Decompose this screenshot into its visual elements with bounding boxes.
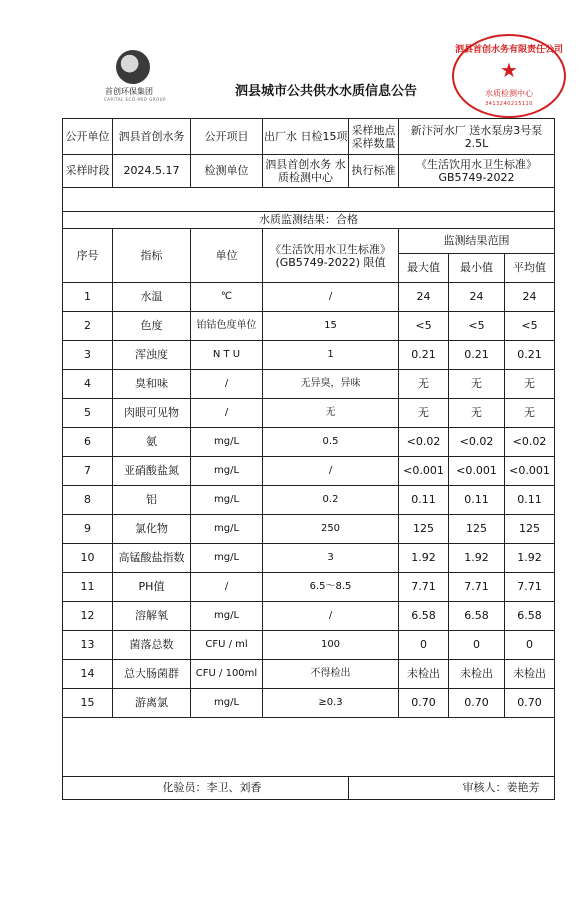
row-unit: mg/L: [191, 457, 263, 486]
row-min: 0.70: [449, 689, 505, 718]
row-no: 1: [63, 283, 113, 312]
row-avg: <0.001: [505, 457, 555, 486]
row-avg: 0.70: [505, 689, 555, 718]
star-icon: ★: [500, 58, 518, 82]
row-limit: 3: [263, 544, 399, 573]
row-min: <5: [449, 312, 505, 341]
table-row: [63, 515, 555, 544]
site-value: 新汴河水厂 送水泵房3号泵: [410, 123, 543, 137]
table-row: [63, 399, 555, 428]
row-indicator: 臭和味: [113, 370, 191, 399]
row-limit: 0.5: [263, 428, 399, 457]
info-row-1: [63, 119, 555, 155]
row-unit: ℃: [191, 283, 263, 312]
row-avg: 24: [505, 283, 555, 312]
row-unit: mg/L: [191, 428, 263, 457]
std-label: 执行标准: [349, 155, 399, 188]
row-min: 0.21: [449, 341, 505, 370]
row-max: 0.21: [399, 341, 449, 370]
lab-label: 检测单位: [191, 155, 263, 188]
row-no: 13: [63, 631, 113, 660]
row-indicator: 氯化物: [113, 515, 191, 544]
row-min: 0.11: [449, 486, 505, 515]
row-no: 3: [63, 341, 113, 370]
row-limit: /: [263, 457, 399, 486]
row-unit: mg/L: [191, 544, 263, 573]
row-indicator: 总大肠菌群: [113, 660, 191, 689]
row-limit: 15: [263, 312, 399, 341]
row-unit: mg/L: [191, 689, 263, 718]
time-label: 采样时段: [63, 155, 113, 188]
header-avg: 平均值: [505, 254, 555, 283]
signature-row: [63, 777, 555, 800]
row-no: 7: [63, 457, 113, 486]
row-min: <0.02: [449, 428, 505, 457]
row-avg: <0.02: [505, 428, 555, 457]
qty-value: 2.5L: [464, 136, 489, 150]
document-title: 泗县城市公共供水水质信息公告: [235, 84, 418, 99]
row-unit: /: [191, 370, 263, 399]
row-limit: /: [263, 602, 399, 631]
row-limit: 不得检出: [263, 660, 399, 689]
header-min: 最小值: [449, 254, 505, 283]
official-seal: [452, 34, 566, 118]
seal-code: 3413240215110: [485, 101, 533, 107]
row-max: <5: [399, 312, 449, 341]
reviewer-signature: 审核人：姜艳芳: [349, 777, 555, 800]
row-min: 无: [449, 370, 505, 399]
row-avg: 1.92: [505, 544, 555, 573]
row-unit: CFU / ml: [191, 631, 263, 660]
site-qty-labels: [349, 119, 399, 155]
table-row: [63, 660, 555, 689]
table-row: [63, 341, 555, 370]
row-avg: 6.58: [505, 602, 555, 631]
table-row: [63, 370, 555, 399]
result-row: [63, 212, 555, 229]
row-max: <0.001: [399, 457, 449, 486]
row-min: 24: [449, 283, 505, 312]
row-limit: ≥0.3: [263, 689, 399, 718]
row-indicator: 肉眼可见物: [113, 399, 191, 428]
table-row: [63, 689, 555, 718]
table-row: [63, 544, 555, 573]
info-row-2: [63, 155, 555, 188]
site-qty-values: [399, 119, 555, 155]
row-min: <0.001: [449, 457, 505, 486]
row-max: 无: [399, 370, 449, 399]
lab-value: 泗县首创水务 水质检测中心: [263, 155, 349, 188]
row-max: 0: [399, 631, 449, 660]
table-row: [63, 573, 555, 602]
header-row-1: [63, 229, 555, 254]
row-indicator: 游离氯: [113, 689, 191, 718]
item-label: 公开项目: [191, 119, 263, 155]
row-unit: N T U: [191, 341, 263, 370]
table-row: [63, 312, 555, 341]
row-limit: 250: [263, 515, 399, 544]
row-avg: 7.71: [505, 573, 555, 602]
row-max: 7.71: [399, 573, 449, 602]
row-indicator: 浑浊度: [113, 341, 191, 370]
table-row: [63, 428, 555, 457]
row-limit: 6.5～8.5: [263, 573, 399, 602]
row-unit: mg/L: [191, 602, 263, 631]
row-indicator: 铝: [113, 486, 191, 515]
row-no: 14: [63, 660, 113, 689]
qty-label: 采样数量: [351, 136, 396, 150]
row-no: 5: [63, 399, 113, 428]
row-no: 4: [63, 370, 113, 399]
row-no: 12: [63, 602, 113, 631]
row-limit: /: [263, 283, 399, 312]
row-min: 1.92: [449, 544, 505, 573]
row-max: 未检出: [399, 660, 449, 689]
item-value: 出厂水 日检15项: [263, 119, 349, 155]
tester-signature: 化验员：李卫、刘香: [63, 777, 349, 800]
row-no: 9: [63, 515, 113, 544]
row-no: 10: [63, 544, 113, 573]
row-max: 无: [399, 399, 449, 428]
row-indicator: 氨: [113, 428, 191, 457]
row-indicator: PH值: [113, 573, 191, 602]
row-max: <0.02: [399, 428, 449, 457]
row-max: 0.70: [399, 689, 449, 718]
row-limit: 1: [263, 341, 399, 370]
row-max: 24: [399, 283, 449, 312]
row-no: 15: [63, 689, 113, 718]
row-indicator: 菌落总数: [113, 631, 191, 660]
blank-row: [63, 718, 555, 777]
logo-text: 首创环保集团: [105, 87, 153, 96]
spacer-row: [63, 188, 555, 212]
row-avg: 0: [505, 631, 555, 660]
row-min: 125: [449, 515, 505, 544]
row-min: 无: [449, 399, 505, 428]
row-indicator: 色度: [113, 312, 191, 341]
row-avg: <5: [505, 312, 555, 341]
header-range: 监测结果范围: [399, 229, 555, 254]
row-max: 6.58: [399, 602, 449, 631]
header-indicator: 指标: [113, 229, 191, 283]
row-min: 6.58: [449, 602, 505, 631]
row-min: 0: [449, 631, 505, 660]
logo-mark-icon: [116, 50, 150, 84]
row-no: 8: [63, 486, 113, 515]
row-limit: 无: [263, 399, 399, 428]
row-indicator: 亚硝酸盐氮: [113, 457, 191, 486]
water-quality-table: [62, 118, 555, 800]
row-min: 7.71: [449, 573, 505, 602]
header-limit: 《生活饮用水卫生标准》 (GB5749-2022) 限值: [263, 229, 399, 283]
row-max: 125: [399, 515, 449, 544]
table-row: [63, 457, 555, 486]
header-no: 序号: [63, 229, 113, 283]
row-no: 2: [63, 312, 113, 341]
table-row: [63, 631, 555, 660]
time-value: 2024.5.17: [113, 155, 191, 188]
row-indicator: 溶解氧: [113, 602, 191, 631]
seal-lab-text: 水质检测中心: [485, 89, 533, 98]
table-row: [63, 283, 555, 312]
row-unit: mg/L: [191, 486, 263, 515]
std-value: 《生活饮用水卫生标准》 GB5749-2022: [399, 155, 555, 188]
row-limit: 0.2: [263, 486, 399, 515]
row-unit: 铂钴色度单位: [191, 312, 263, 341]
company-logo: [104, 50, 166, 102]
row-max: 1.92: [399, 544, 449, 573]
row-no: 11: [63, 573, 113, 602]
row-unit: /: [191, 573, 263, 602]
unit-value: 泗县首创水务: [113, 119, 191, 155]
site-label: 采样地点: [351, 123, 396, 137]
row-avg: 0.11: [505, 486, 555, 515]
logo-subtext: CAPITAL ECO-PRO GROUP: [104, 97, 166, 102]
row-max: 0.11: [399, 486, 449, 515]
row-avg: 无: [505, 370, 555, 399]
row-unit: /: [191, 399, 263, 428]
row-avg: 125: [505, 515, 555, 544]
row-limit: 无异臭，异味: [263, 370, 399, 399]
row-unit: mg/L: [191, 515, 263, 544]
table-row: [63, 602, 555, 631]
unit-label: 公开单位: [63, 119, 113, 155]
result-label: 水质监测结果：合格: [63, 212, 555, 229]
row-unit: CFU / 100ml: [191, 660, 263, 689]
row-min: 未检出: [449, 660, 505, 689]
header-unit: 单位: [191, 229, 263, 283]
row-indicator: 高锰酸盐指数: [113, 544, 191, 573]
row-avg: 无: [505, 399, 555, 428]
row-limit: 100: [263, 631, 399, 660]
header-max: 最大值: [399, 254, 449, 283]
table-row: [63, 486, 555, 515]
seal-ring-text: 泗县首创水务有限责任公司: [454, 45, 563, 55]
row-indicator: 水温: [113, 283, 191, 312]
row-avg: 0.21: [505, 341, 555, 370]
row-avg: 未检出: [505, 660, 555, 689]
row-no: 6: [63, 428, 113, 457]
